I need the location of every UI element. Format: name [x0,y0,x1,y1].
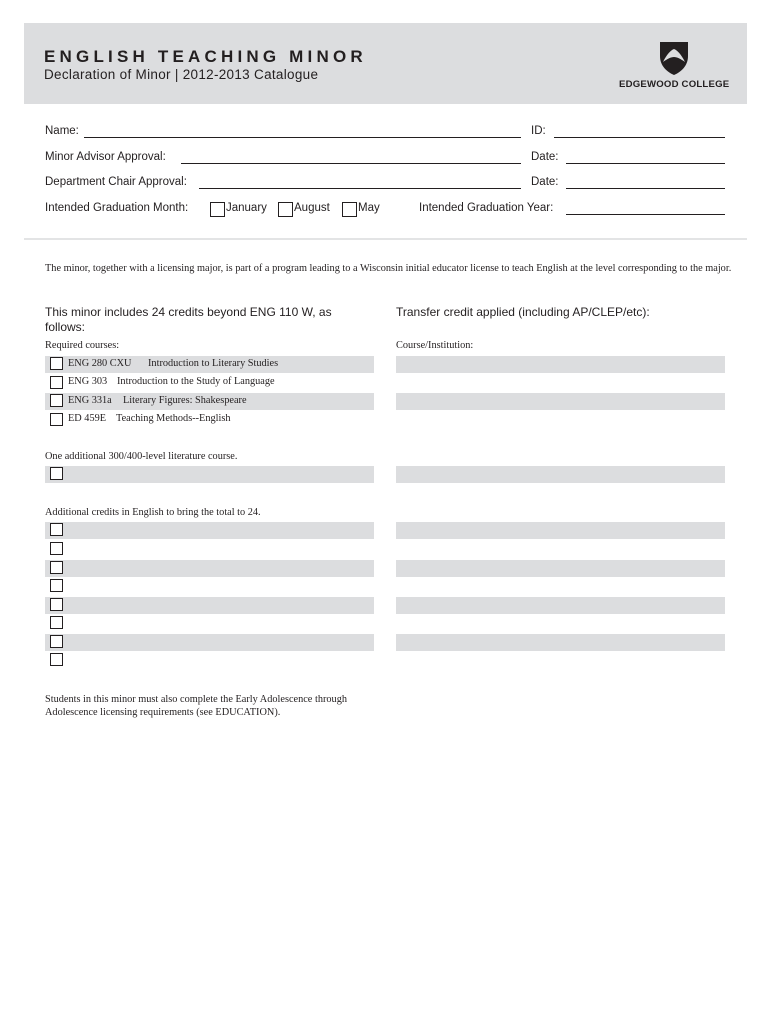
form-subtitle: Declaration of Minor | 2012-2013 Catalogue [44,67,319,82]
required-courses-label: Required courses: [45,340,120,351]
course-code-2: ENG 303 [68,376,108,387]
august-checkbox[interactable] [278,202,293,217]
transfer-row-1[interactable] [396,356,725,373]
name-field[interactable] [84,137,521,138]
advisor-date-label: Date: [531,151,559,163]
transfer-heading: Transfer credit applied (including AP/CLEP/etc): [396,305,650,319]
minor-heading: This minor includes 24 credits beyond ENG 110 W, as follows: [45,305,332,334]
credit-checkbox-4[interactable] [50,579,63,592]
college-name: EDGEWOOD COLLEGE [619,79,730,90]
transfer-row-4[interactable] [396,522,725,539]
grad-month-label: Intended Graduation Month: [45,202,189,214]
january-label: January [226,202,267,214]
form-header [24,23,747,104]
shield-icon [657,40,691,76]
credit-row-5 [45,597,374,614]
course-checkbox-3[interactable] [50,394,63,407]
transfer-row-3[interactable] [396,466,725,483]
course-checkbox-2[interactable] [50,376,63,389]
transfer-row-5[interactable] [396,560,725,577]
credit-row-7 [45,634,374,651]
transfer-row-2[interactable] [396,393,725,410]
course-code-1: ENG 280 CXU [68,358,132,369]
may-label: May [358,202,380,214]
credit-checkbox-5[interactable] [50,598,63,611]
lit-row [45,466,374,483]
credit-checkbox-6[interactable] [50,616,63,629]
course-title-4: Teaching Methods--English [116,413,231,424]
transfer-row-7[interactable] [396,634,725,651]
additional-lit-label: One additional 300/400-level literature course. [45,451,238,462]
footer-note: Students in this minor must also complete the Early Adolescence through Adolescence licensing requirements (see EDUCATION). [45,694,347,718]
course-checkbox-4[interactable] [50,413,63,426]
credit-checkbox-3[interactable] [50,561,63,574]
additional-credits-label: Additional credits in English to bring the total to 24. [45,507,261,518]
college-logo [619,40,730,92]
grad-year-label: Intended Graduation Year: [419,202,554,214]
transfer-row-6[interactable] [396,597,725,614]
advisor-field[interactable] [181,163,521,164]
lit-checkbox[interactable] [50,467,63,480]
january-checkbox[interactable] [210,202,225,217]
course-title-1: Introduction to Literary Studies [148,358,279,369]
august-label: August [294,202,330,214]
credit-row-3 [45,560,374,577]
may-checkbox[interactable] [342,202,357,217]
id-field[interactable] [554,137,725,138]
chair-field[interactable] [199,188,521,189]
form-title: ENGLISH TEACHING MINOR [44,47,367,66]
credit-checkbox-7[interactable] [50,635,63,648]
section-divider [24,238,747,240]
chair-date-field[interactable] [566,188,725,189]
name-label: Name: [45,125,79,137]
chair-label: Department Chair Approval: [45,176,187,188]
credit-checkbox-1[interactable] [50,523,63,536]
credit-checkbox-2[interactable] [50,542,63,555]
grad-year-field[interactable] [566,214,725,215]
credit-checkbox-8[interactable] [50,653,63,666]
course-checkbox-1[interactable] [50,357,63,370]
course-title-2: Introduction to the Study of Language [117,376,275,387]
advisor-label: Minor Advisor Approval: [45,151,166,163]
course-code-3: ENG 331a [68,395,112,406]
course-code-4: ED 459E [68,413,107,424]
chair-date-label: Date: [531,176,559,188]
advisor-date-field[interactable] [566,163,725,164]
id-label: ID: [531,125,546,137]
course-title-3: Literary Figures: Shakespeare [123,395,247,406]
course-institution-label: Course/Institution: [396,340,474,351]
credit-row-1 [45,522,374,539]
intro-paragraph: The minor, together with a licensing major, is part of a program leading to a Wisconsin initial educator license to teach English at the level corresponding to the major. [45,263,732,274]
